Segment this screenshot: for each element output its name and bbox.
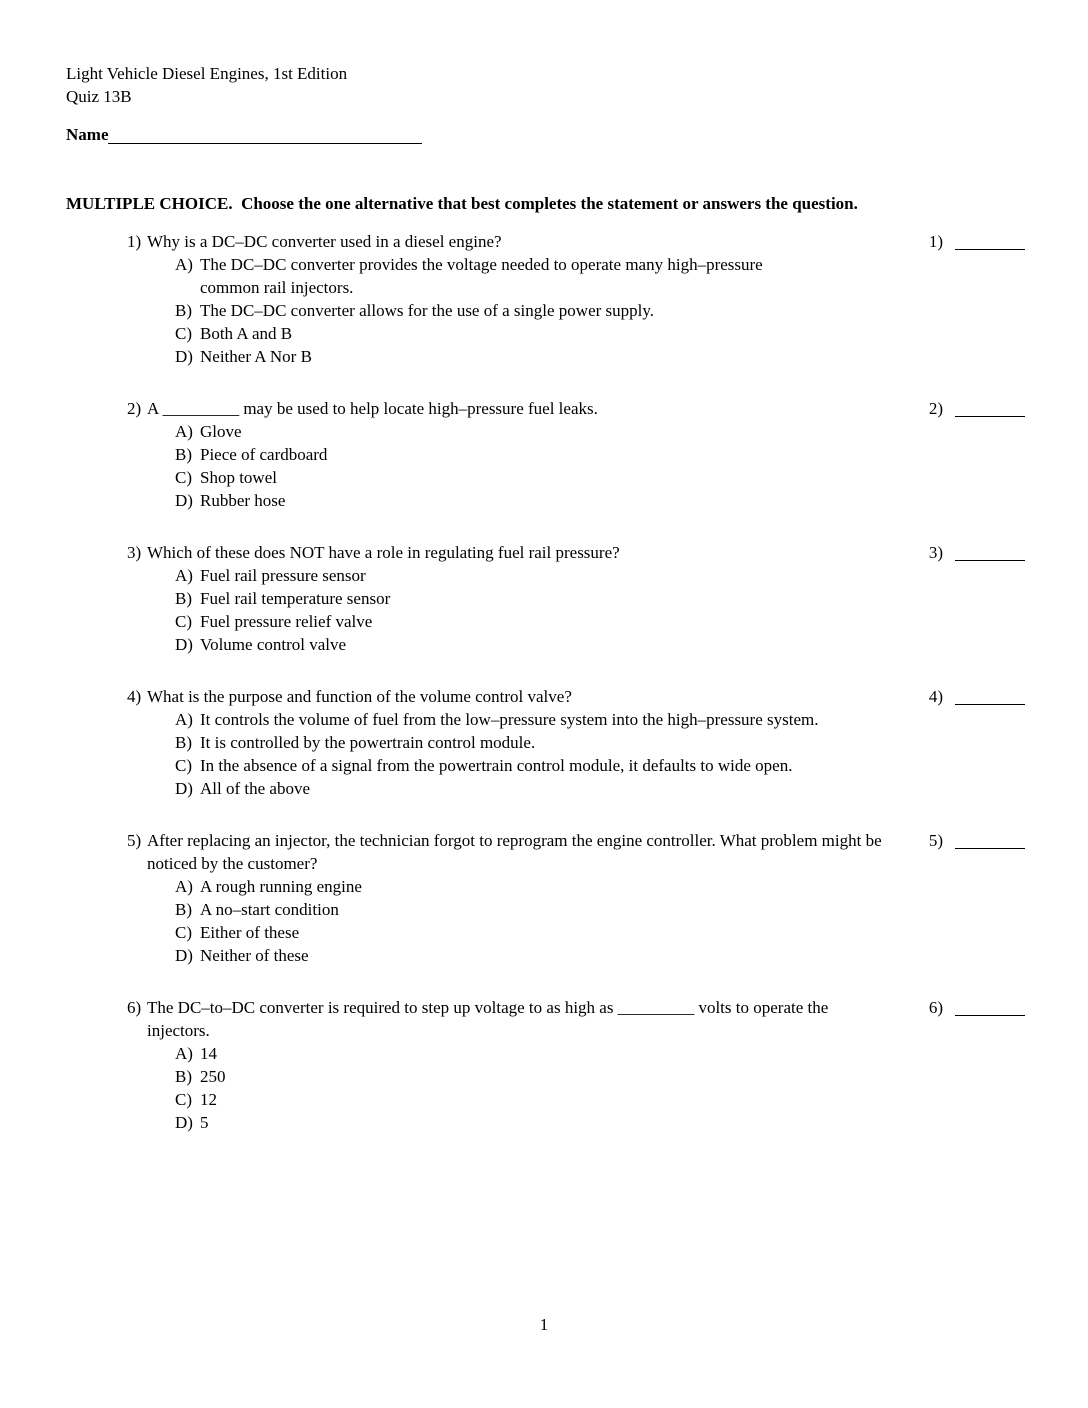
choice-letter: A) <box>175 877 193 896</box>
choice-c <box>175 921 825 944</box>
choice-text: The DC–DC converter provides the voltage needed to operate many high–pressure common rail injectors. <box>200 255 763 297</box>
name-label: Name <box>66 125 109 144</box>
choice-d <box>175 633 825 656</box>
question-5 <box>127 829 1025 967</box>
choices <box>175 564 1025 656</box>
choice-letter: B) <box>175 589 192 608</box>
choice-a <box>175 875 825 898</box>
book-title: Light Vehicle Diesel Engines, 1st Edition <box>66 64 348 83</box>
question-text-line <box>127 685 887 708</box>
choice-text: It controls the volume of fuel from the low–pressure system into the high–pressure system. <box>200 710 819 729</box>
answer-number: 2) <box>928 399 943 418</box>
question-text: The DC–to–DC converter is required to step up voltage to as high as _________ volts to operate the injectors. <box>147 998 829 1040</box>
answer-blank[interactable] <box>955 847 1025 849</box>
choice-letter: D) <box>175 635 193 654</box>
choice-text: Rubber hose <box>200 491 286 510</box>
choice-a <box>175 708 825 731</box>
choice-a <box>175 564 825 587</box>
answer-slot <box>929 230 1025 253</box>
quiz-title: Quiz 13B <box>66 87 132 106</box>
choice-b <box>175 731 825 754</box>
choice-letter: B) <box>175 900 192 919</box>
choice-c <box>175 1088 825 1111</box>
choice-text: All of the above <box>200 779 310 798</box>
answer-slot <box>929 829 1025 852</box>
answer-blank[interactable] <box>955 1014 1025 1016</box>
question-1 <box>127 230 1025 368</box>
name-row <box>66 123 1025 146</box>
answer-slot <box>929 541 1025 564</box>
choices <box>175 1042 1025 1134</box>
choice-a <box>175 253 825 299</box>
choice-d <box>175 777 825 800</box>
choice-letter: D) <box>175 491 193 510</box>
question-6 <box>127 996 1025 1134</box>
questions-list <box>66 230 1025 1134</box>
choice-letter: C) <box>175 756 192 775</box>
choice-d <box>175 944 825 967</box>
choice-text: Shop towel <box>200 468 277 487</box>
answer-slot <box>929 996 1025 1019</box>
choice-letter: B) <box>175 1067 192 1086</box>
choice-text: Fuel rail temperature sensor <box>200 589 391 608</box>
answer-number: 4) <box>928 687 943 706</box>
choice-text: Fuel rail pressure sensor <box>200 566 366 585</box>
question-text: What is the purpose and function of the volume control valve? <box>147 687 572 706</box>
choice-letter: A) <box>175 255 193 274</box>
choice-text: A rough running engine <box>200 877 362 896</box>
choice-b <box>175 1065 825 1088</box>
choice-text: Fuel pressure relief valve <box>200 612 373 631</box>
answer-number: 6) <box>928 998 943 1017</box>
question-number: 6) <box>127 998 142 1017</box>
choice-letter: C) <box>175 468 192 487</box>
choice-b <box>175 587 825 610</box>
choice-b <box>175 898 825 921</box>
choice-letter: A) <box>175 566 193 585</box>
answer-blank[interactable] <box>955 248 1025 250</box>
choice-d <box>175 345 825 368</box>
choice-text: 250 <box>200 1067 226 1086</box>
choice-c <box>175 754 825 777</box>
choice-letter: D) <box>175 946 193 965</box>
question-text-line <box>127 230 887 253</box>
choice-c <box>175 322 825 345</box>
choice-letter: C) <box>175 923 192 942</box>
instructions-label: MULTIPLE CHOICE. <box>66 194 233 213</box>
choice-text: Neither A Nor B <box>200 347 312 366</box>
choice-text: The DC–DC converter allows for the use of a single power supply. <box>200 301 655 320</box>
choices <box>175 253 1025 368</box>
choice-letter: B) <box>175 301 192 320</box>
question-number: 4) <box>127 687 142 706</box>
choice-letter: D) <box>175 779 193 798</box>
choice-letter: D) <box>175 1113 193 1132</box>
question-number: 5) <box>127 831 142 850</box>
question-text-line <box>127 541 887 564</box>
choice-text: Neither of these <box>200 946 309 965</box>
question-text-line <box>127 996 887 1042</box>
question-2 <box>127 397 1025 512</box>
question-text: After replacing an injector, the technician forgot to reprogram the engine controller. What problem might be noticed by the customer? <box>147 831 882 873</box>
choice-d <box>175 489 825 512</box>
question-number: 2) <box>127 399 142 418</box>
answer-slot <box>929 685 1025 708</box>
choice-b <box>175 443 825 466</box>
choice-letter: C) <box>175 612 192 631</box>
answer-blank[interactable] <box>955 559 1025 561</box>
question-4 <box>127 685 1025 800</box>
choice-letter: B) <box>175 445 192 464</box>
page-header <box>66 62 1025 108</box>
choice-a <box>175 420 825 443</box>
choice-b <box>175 299 825 322</box>
choice-text: Both A and B <box>200 324 293 343</box>
question-text-line <box>127 829 887 875</box>
question-text: Which of these does NOT have a role in regulating fuel rail pressure? <box>147 543 620 562</box>
question-3 <box>127 541 1025 656</box>
choice-a <box>175 1042 825 1065</box>
choice-text: 5 <box>200 1113 209 1132</box>
answer-blank[interactable] <box>955 415 1025 417</box>
name-blank[interactable] <box>108 142 422 144</box>
choice-letter: B) <box>175 733 192 752</box>
answer-number: 5) <box>928 831 943 850</box>
question-number: 3) <box>127 543 142 562</box>
choice-text: It is controlled by the powertrain control module. <box>200 733 536 752</box>
choice-letter: D) <box>175 347 193 366</box>
answer-number: 1) <box>928 232 943 251</box>
choice-letter: C) <box>175 324 192 343</box>
answer-blank[interactable] <box>955 703 1025 705</box>
choices <box>175 708 1025 800</box>
page-number: 1 <box>539 1315 549 1334</box>
answer-number: 3) <box>928 543 943 562</box>
question-text-line <box>127 397 887 420</box>
instructions-text: Choose the one alternative that best completes the statement or answers the question. <box>241 194 858 213</box>
question-text: A _________ may be used to help locate high–pressure fuel leaks. <box>147 399 598 418</box>
instructions <box>66 192 1025 215</box>
page-footer <box>0 1313 1088 1336</box>
choices <box>175 875 1025 967</box>
choice-text: 12 <box>200 1090 217 1109</box>
choice-text: Volume control valve <box>200 635 347 654</box>
choice-text: 14 <box>200 1044 217 1063</box>
choice-text: In the absence of a signal from the powertrain control module, it defaults to wide open. <box>200 756 793 775</box>
choice-c <box>175 610 825 633</box>
choice-letter: A) <box>175 710 193 729</box>
choice-letter: A) <box>175 422 193 441</box>
choice-text: Piece of cardboard <box>200 445 328 464</box>
choice-text: Glove <box>200 422 242 441</box>
question-number: 1) <box>127 232 142 251</box>
choice-text: Either of these <box>200 923 300 942</box>
choice-text: A no–start condition <box>200 900 339 919</box>
answer-slot <box>929 397 1025 420</box>
choices <box>175 420 1025 512</box>
choice-letter: A) <box>175 1044 193 1063</box>
question-text: Why is a DC–DC converter used in a diesel engine? <box>147 232 502 251</box>
choice-c <box>175 466 825 489</box>
choice-d <box>175 1111 825 1134</box>
choice-letter: C) <box>175 1090 192 1109</box>
